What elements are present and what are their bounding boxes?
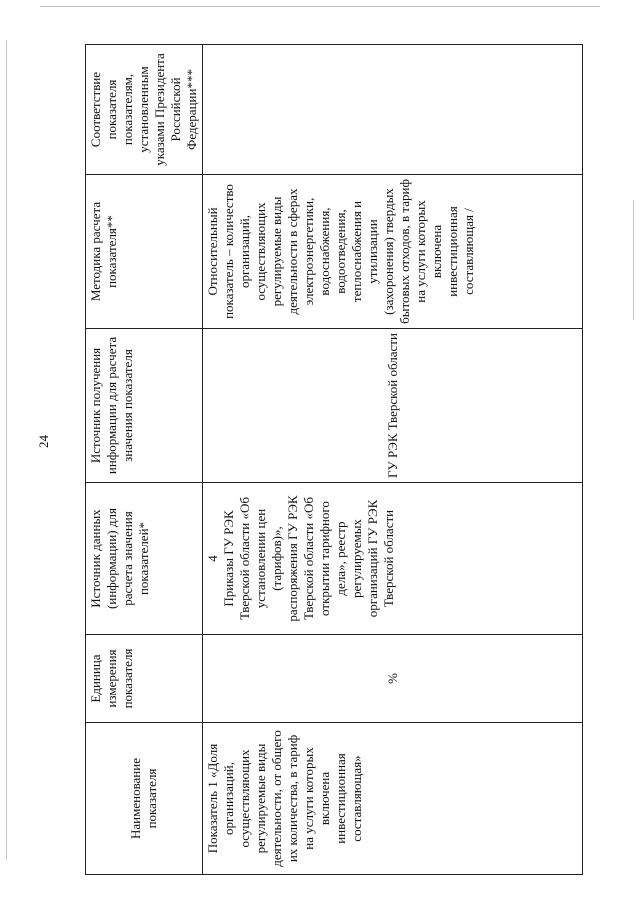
page-number: 24 (36, 435, 51, 448)
header-compliance: Соответствие показателя показателям, установленным указами Президента Российской Федерации*** (86, 45, 203, 175)
cell-info-source: ГУ РЭК Тверской области (203, 329, 583, 483)
scan-artifact-top (40, 6, 600, 7)
header-unit: Единица измерения показателя (86, 635, 203, 723)
scan-artifact-left (6, 40, 7, 860)
table-header-row (86, 45, 203, 875)
cell-unit: % (203, 635, 583, 723)
header-data-source: Источник данных (информации) для расчета значения показателей* (86, 483, 203, 635)
table-row (203, 45, 583, 875)
header-method: Методика расчета показателя** (86, 175, 203, 329)
column-number: 4 (205, 555, 220, 562)
header-info-source: Источник получения информации для расчета значения показателя (86, 329, 203, 483)
rotated-page-content (85, 45, 583, 875)
data-source-text: Приказы ГУ РЭК Тверской области «Об установлении цен (тарифов)», распоряжения ГУ РЭК Тверской области «Об открытии тарифного дела», реестр регулируемых организаций ГУ РЭК Тверской области (221, 495, 396, 622)
cell-compliance (203, 45, 583, 175)
cell-method: Относительный показатель – количество организаций, осуществляющих регулируемые виды деятельности в сферах электроэнергетики, водоснабжения, водоотведения, теплоснабжения и утилизации (захоронения) твердых бытовых отходов, в тариф на услуги которых включена инвестиционная составляющая / (203, 175, 583, 329)
cell-data-source (203, 483, 583, 635)
indicator-table (85, 44, 583, 875)
cell-indicator-name: Показатель 1 «Доля организаций, осуществляющих регулируемые виды деятельности, от общего их количества, в тариф на услуги которых включена инвестиционная составляющая» (203, 723, 583, 875)
header-indicator-name: Наименование показателя (86, 723, 203, 875)
scan-artifact-right (633, 200, 634, 320)
